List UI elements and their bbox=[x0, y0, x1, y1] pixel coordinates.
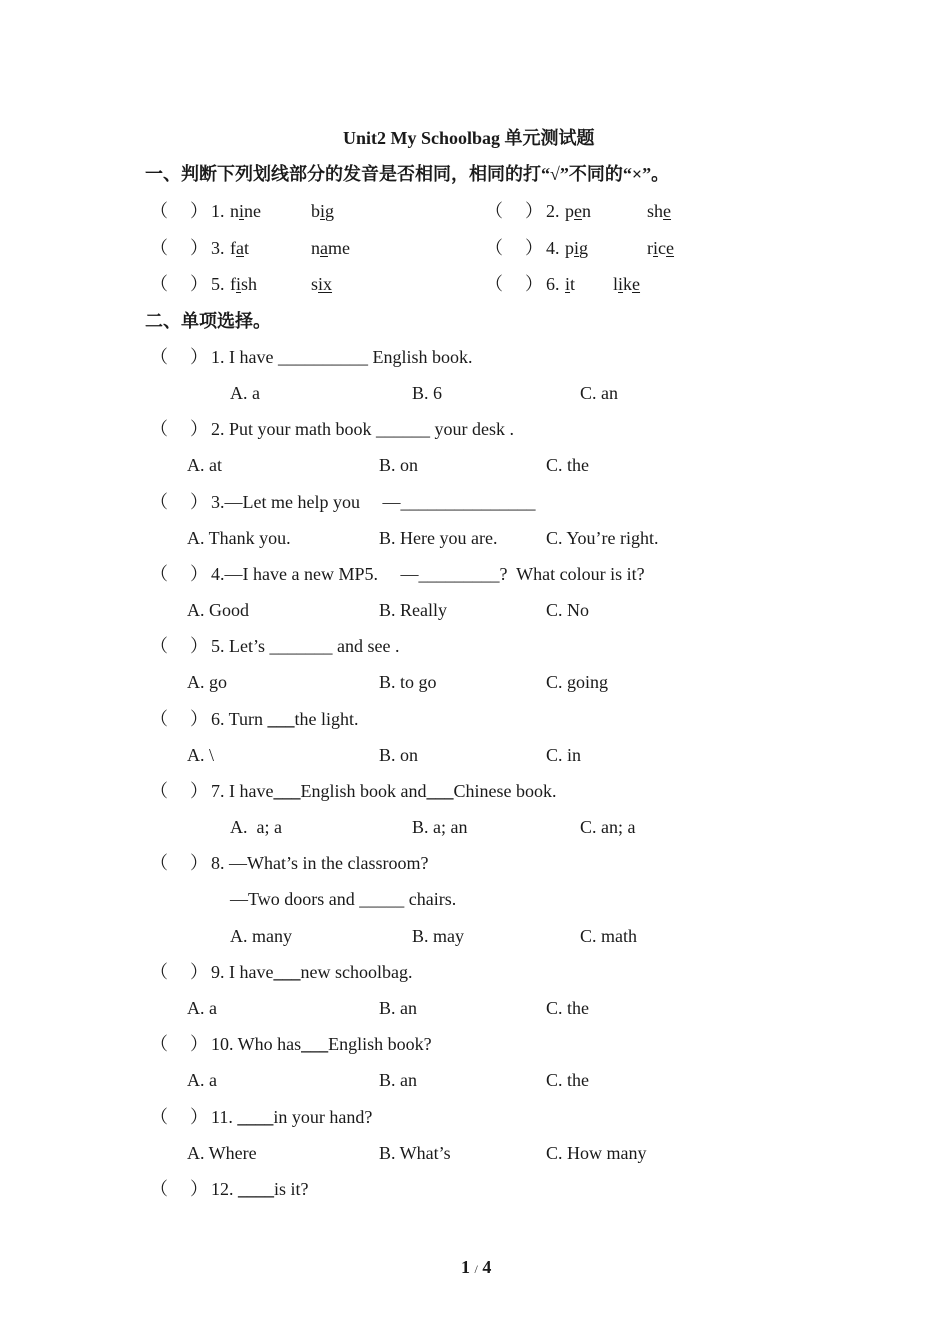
word-part: f bbox=[230, 274, 236, 294]
item-number: 1. bbox=[211, 201, 225, 221]
option-c: C. math bbox=[580, 926, 637, 946]
answer-paren: （ bbox=[485, 201, 503, 221]
option-b: B. on bbox=[379, 745, 419, 765]
question-9: 9. I have___new schoolbag. bbox=[211, 962, 413, 982]
option-c: C. in bbox=[546, 745, 582, 765]
question-3: 3.—Let me help you —_______________ bbox=[211, 492, 536, 512]
underlined-letters: a bbox=[236, 238, 244, 258]
question-8-reply: —Two doors and _____ chairs. bbox=[230, 889, 457, 909]
page-number: 1 / 4 bbox=[461, 1257, 492, 1277]
underlined-letters: e bbox=[666, 238, 675, 258]
item-number: 4. bbox=[546, 238, 560, 258]
word-part: t bbox=[244, 238, 250, 258]
option-c: C. the bbox=[546, 998, 589, 1018]
word-part: me bbox=[328, 238, 350, 258]
answer-paren: （ bbox=[150, 709, 168, 729]
option-c: C. going bbox=[546, 672, 609, 692]
underlined-letters: a bbox=[320, 238, 328, 258]
question-7: 7. I have___English book and___Chinese book. bbox=[211, 781, 557, 801]
word-part: f bbox=[230, 238, 236, 258]
question-8: 8. —What’s in the classroom? bbox=[211, 853, 429, 873]
word-two bbox=[311, 273, 332, 295]
item-number: 3. bbox=[211, 238, 225, 258]
answer-paren: ） bbox=[190, 564, 208, 584]
word-part: p bbox=[565, 238, 574, 258]
option-b: B. What’s bbox=[379, 1143, 451, 1163]
question-4: 4.—I have a new MP5. —_________? What colour is it? bbox=[211, 564, 645, 584]
item-number: 2. bbox=[546, 201, 560, 221]
answer-paren: （ bbox=[150, 564, 168, 584]
option-c: C. the bbox=[546, 1070, 589, 1090]
word-one bbox=[230, 237, 249, 259]
item-number: 6. bbox=[546, 274, 560, 294]
answer-paren: ） bbox=[190, 238, 208, 258]
word-two bbox=[647, 200, 671, 222]
option-a: A. Thank you. bbox=[187, 528, 291, 548]
answer-paren: ） bbox=[190, 1179, 208, 1199]
underlined-letters: e bbox=[663, 201, 672, 221]
option-a: A. many bbox=[230, 926, 292, 946]
underlined-letters: i bbox=[653, 238, 659, 258]
word-two bbox=[311, 200, 334, 222]
answer-paren: （ bbox=[150, 419, 168, 439]
answer-paren: （ bbox=[485, 274, 503, 294]
answer-paren: （ bbox=[150, 853, 168, 873]
option-a: A. a; a bbox=[230, 817, 282, 837]
answer-paren: ） bbox=[190, 962, 208, 982]
option-c: C. How many bbox=[546, 1143, 647, 1163]
word-part: s bbox=[311, 274, 319, 294]
answer-paren: （ bbox=[150, 492, 168, 512]
option-a: A. \ bbox=[187, 745, 214, 765]
word-part: sh bbox=[647, 201, 664, 221]
answer-paren: （ bbox=[150, 636, 168, 656]
answer-paren: （ bbox=[150, 347, 168, 367]
answer-paren: （ bbox=[150, 1179, 168, 1199]
option-a: A. Where bbox=[187, 1143, 257, 1163]
answer-paren: （ bbox=[150, 238, 168, 258]
option-a: A. a bbox=[230, 383, 260, 403]
answer-paren: ） bbox=[190, 1034, 208, 1054]
word-part: g bbox=[579, 238, 589, 258]
item-number: 5. bbox=[211, 274, 225, 294]
option-b: B. may bbox=[412, 926, 464, 946]
option-b: B. an bbox=[379, 1070, 417, 1090]
answer-paren: ） bbox=[190, 274, 208, 294]
word-part: b bbox=[311, 201, 320, 221]
word-one bbox=[565, 273, 575, 295]
option-b: B. 6 bbox=[412, 383, 443, 403]
answer-paren: ） bbox=[525, 201, 543, 221]
word-two bbox=[613, 273, 640, 295]
answer-paren: ） bbox=[190, 347, 208, 367]
answer-paren: ） bbox=[190, 781, 208, 801]
word-part: l bbox=[613, 274, 619, 294]
answer-paren: ） bbox=[190, 201, 208, 221]
underlined-letters: i bbox=[574, 238, 580, 258]
underlined-letters: e bbox=[574, 201, 582, 221]
option-b: B. on bbox=[379, 455, 419, 475]
question-12: 12. ____is it? bbox=[211, 1179, 309, 1199]
answer-paren: ） bbox=[190, 709, 208, 729]
underlined-letters: i bbox=[320, 201, 326, 221]
answer-paren: （ bbox=[150, 1034, 168, 1054]
answer-paren: （ bbox=[150, 1107, 168, 1127]
option-a: A. at bbox=[187, 455, 222, 475]
underlined-letters: e bbox=[632, 274, 641, 294]
underlined-letters: i bbox=[618, 274, 624, 294]
word-part: ne bbox=[244, 201, 262, 221]
option-b: B. Really bbox=[379, 600, 447, 620]
question-2: 2. Put your math book ______ your desk . bbox=[211, 419, 514, 439]
question-10: 10. Who has___English book? bbox=[211, 1034, 432, 1054]
answer-paren: （ bbox=[150, 781, 168, 801]
word-part: n bbox=[582, 201, 591, 221]
word-part: g bbox=[325, 201, 335, 221]
word-part: t bbox=[570, 274, 576, 294]
word-one bbox=[230, 200, 261, 222]
word-part: p bbox=[565, 201, 574, 221]
underlined-letters: i bbox=[565, 274, 571, 294]
answer-paren: （ bbox=[150, 201, 168, 221]
answer-paren: ） bbox=[525, 274, 543, 294]
answer-paren: ） bbox=[525, 238, 543, 258]
word-one bbox=[565, 237, 588, 259]
section1-heading: 一、判断下列划线部分的发音是否相同，相同的打“√”不同的“×”。 bbox=[145, 164, 670, 184]
word-part: sh bbox=[241, 274, 258, 294]
page-title: Unit2 My Schoolbag 单元测试题 bbox=[343, 128, 595, 148]
question-11: 11. ____in your hand? bbox=[211, 1107, 373, 1127]
word-two bbox=[311, 237, 350, 259]
option-c: C. an bbox=[580, 383, 618, 403]
answer-paren: （ bbox=[150, 274, 168, 294]
option-b: B. Here you are. bbox=[379, 528, 498, 548]
option-a: A. Good bbox=[187, 600, 249, 620]
answer-paren: ） bbox=[190, 419, 208, 439]
answer-paren: ） bbox=[190, 492, 208, 512]
answer-paren: ） bbox=[190, 636, 208, 656]
word-part: k bbox=[623, 274, 633, 294]
word-one bbox=[565, 200, 591, 222]
question-5: 5. Let’s _______ and see . bbox=[211, 636, 400, 656]
answer-paren: （ bbox=[485, 238, 503, 258]
question-6: 6. Turn ___the light. bbox=[211, 709, 359, 729]
option-c: C. You’re right. bbox=[546, 528, 659, 548]
word-one bbox=[230, 273, 257, 295]
option-b: B. a; an bbox=[412, 817, 468, 837]
option-c: C. the bbox=[546, 455, 589, 475]
answer-paren: （ bbox=[150, 962, 168, 982]
option-c: C. an; a bbox=[580, 817, 636, 837]
word-part: n bbox=[230, 201, 239, 221]
word-part: c bbox=[658, 238, 667, 258]
word-part: n bbox=[311, 238, 320, 258]
word-two bbox=[647, 237, 674, 259]
answer-paren: ） bbox=[190, 853, 208, 873]
word-part: r bbox=[647, 238, 653, 258]
option-a: A. a bbox=[187, 1070, 217, 1090]
option-c: C. No bbox=[546, 600, 590, 620]
option-b: B. to go bbox=[379, 672, 437, 692]
option-b: B. an bbox=[379, 998, 417, 1018]
option-a: A. go bbox=[187, 672, 227, 692]
answer-paren: ） bbox=[190, 1107, 208, 1127]
section2-heading: 二、单项选择。 bbox=[145, 311, 271, 331]
question-1: 1. I have __________ English book. bbox=[211, 347, 473, 367]
underlined-letters: ix bbox=[318, 274, 333, 294]
option-a: A. a bbox=[187, 998, 217, 1018]
underlined-letters: i bbox=[239, 201, 245, 221]
underlined-letters: i bbox=[236, 274, 242, 294]
